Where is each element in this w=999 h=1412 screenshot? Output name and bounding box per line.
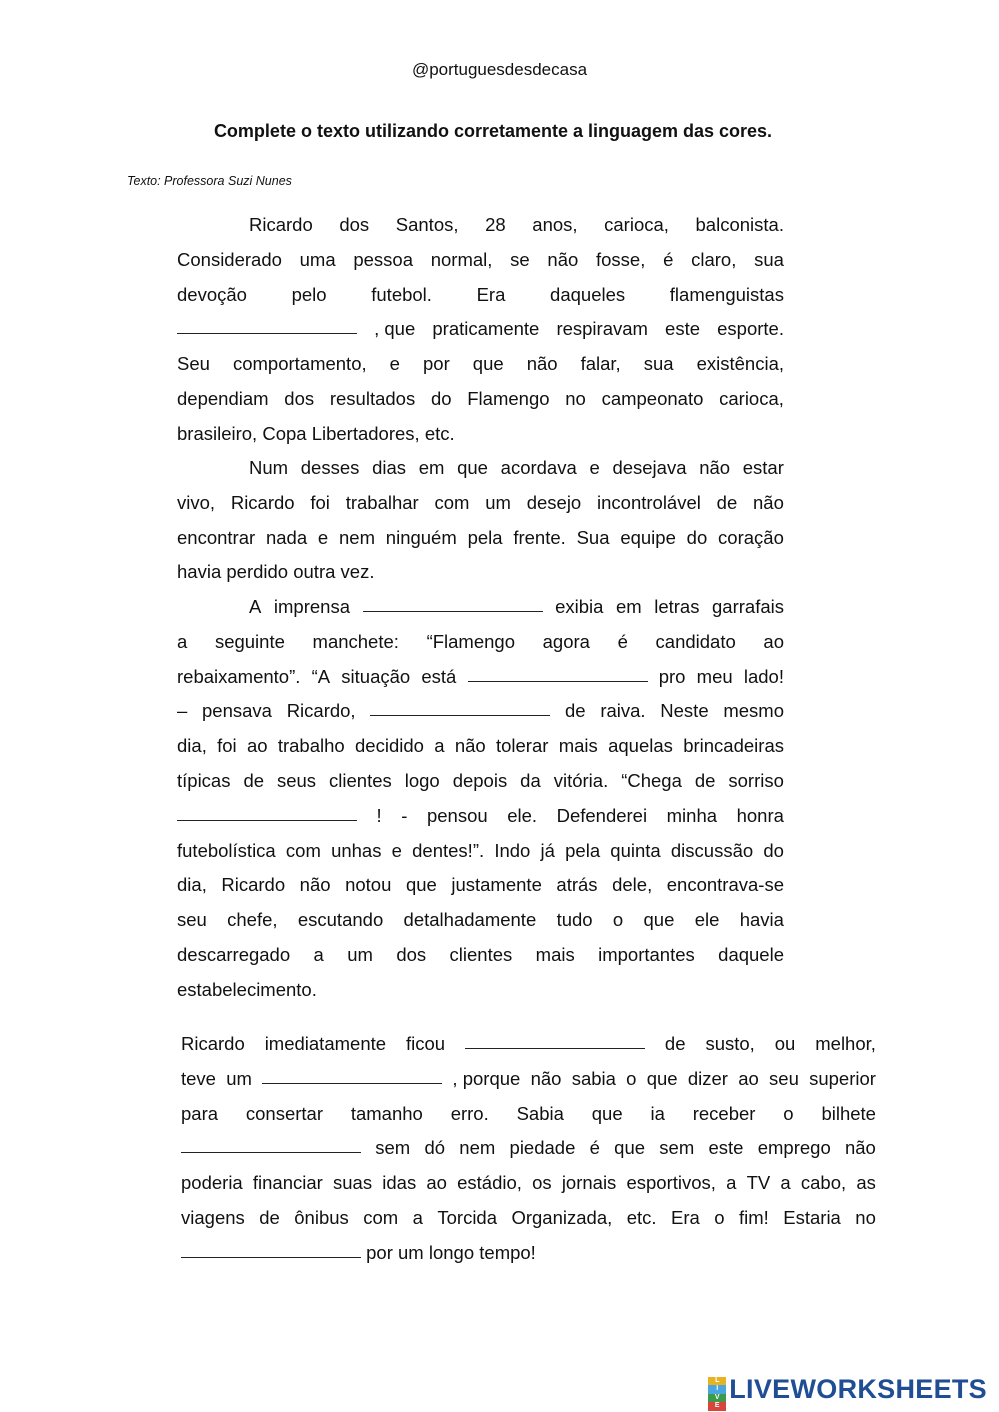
text-word: foi — [310, 491, 330, 513]
text-line — [177, 764, 784, 799]
text-word: em — [615, 596, 642, 617]
text-word: Ricardo — [221, 874, 286, 896]
text-word: da — [520, 769, 541, 791]
text-word: encontrava-se — [666, 874, 784, 896]
text-word: , que — [374, 318, 416, 340]
text-word: fim! — [739, 1206, 769, 1228]
text-word: ao — [738, 1067, 759, 1089]
text-line — [177, 486, 784, 521]
text-word: balconista. — [695, 214, 784, 235]
text-word: , porque — [452, 1067, 521, 1089]
text-word: está — [421, 665, 457, 687]
text-word: atrás — [556, 874, 598, 896]
text-word: nem — [459, 1137, 496, 1159]
text-word: detalhadamente — [403, 909, 537, 931]
text-word: logo — [404, 769, 440, 791]
text-word: Ricardo, — [286, 700, 356, 722]
text-word: imediatamente — [264, 1033, 387, 1054]
text-word: jornais — [561, 1172, 617, 1194]
text-word: susto, — [705, 1033, 755, 1054]
text-word: com — [434, 491, 470, 513]
text-word: Ricardo — [181, 1033, 245, 1054]
text-word: dia, — [177, 735, 207, 757]
text-word: dó — [424, 1137, 446, 1159]
text-word: as — [856, 1172, 876, 1194]
text-word: futebolística — [177, 839, 276, 861]
text-word: o — [783, 1102, 794, 1124]
text-word: pro — [658, 665, 686, 687]
text-word: desejava — [612, 457, 687, 478]
text-word: bilhete — [821, 1102, 876, 1124]
text-word: ficou — [405, 1033, 446, 1054]
text-word: desejo — [526, 491, 582, 513]
text-word: trabalhar — [345, 491, 419, 513]
text-line — [177, 729, 784, 764]
text-credit: Texto: Professora Suzi Nunes — [127, 174, 292, 188]
text-word: tamanho — [350, 1102, 423, 1124]
text-word: vivo, — [177, 491, 216, 513]
text-word: exibia — [555, 596, 604, 617]
text-word: de — [664, 1033, 686, 1054]
text-word: pelo — [291, 283, 327, 305]
text-word: – — [177, 700, 188, 722]
logo-letter: L — [708, 1377, 726, 1386]
text-word: que — [457, 457, 488, 478]
text-word: minha — [666, 804, 718, 826]
text-word: esporte. — [717, 318, 784, 340]
text-word: e — [391, 839, 402, 861]
text-line — [177, 451, 784, 486]
text-word: não — [547, 248, 579, 270]
text-word: rebaixamento”. — [177, 665, 301, 687]
text-word: tolerar — [495, 735, 549, 757]
text-word: Num — [249, 457, 289, 478]
text-word: notou — [345, 874, 392, 896]
text-word: flamenguistas — [669, 283, 784, 305]
text-word: garrafais — [712, 596, 784, 617]
text-word: unhas — [331, 839, 382, 861]
text-word: que — [643, 909, 675, 931]
text-word: quinta — [610, 839, 661, 861]
text-word: acordava — [500, 457, 577, 478]
text-word: de — [259, 1206, 280, 1228]
text-word: havia — [739, 909, 784, 931]
text-line — [181, 1166, 876, 1201]
text-word: um — [226, 1067, 252, 1089]
text-word: “A — [311, 665, 331, 687]
text-word: equipe — [620, 526, 676, 548]
text-word: resultados — [329, 387, 416, 409]
text-line — [177, 799, 784, 834]
text-word: dos — [284, 387, 315, 409]
text-word: sorriso — [728, 769, 784, 791]
logo-letter: E — [708, 1402, 726, 1411]
text-line — [177, 973, 784, 1008]
text-word: Flamengo — [467, 387, 550, 409]
text-word: respiravam — [556, 318, 648, 340]
text-word: Santos, — [395, 214, 459, 235]
text-word: de — [694, 769, 716, 791]
text-word: com — [363, 1206, 399, 1228]
text-word: pela — [565, 839, 601, 861]
text-word: estádio, — [457, 1172, 522, 1194]
text-word: um — [347, 943, 373, 965]
text-word: carioca, — [604, 214, 669, 235]
text-word: Torcida — [437, 1206, 498, 1228]
text-line — [181, 1236, 876, 1271]
text-word: clientes — [329, 769, 392, 791]
text-word: candidato — [655, 630, 736, 652]
paragraph-3 — [177, 590, 784, 1008]
text-word: Defenderei — [556, 804, 648, 826]
text-word: normal, — [430, 248, 493, 270]
logo-letter: I — [708, 1385, 726, 1394]
text-word: a — [313, 943, 324, 965]
text-word: a — [412, 1206, 423, 1228]
text-word: ao — [246, 735, 268, 757]
text-word: Era — [476, 283, 506, 305]
text-word: seu — [769, 1067, 799, 1089]
text-line — [177, 903, 784, 938]
text-word: que — [591, 1102, 623, 1124]
text-word: justamente — [451, 874, 542, 896]
text-word: brasileiro, Copa Libertadores, etc. — [177, 422, 455, 444]
text-word: 28 — [485, 214, 506, 235]
text-word: um — [485, 491, 511, 513]
paragraph-4 — [181, 1027, 876, 1271]
text-word: que — [646, 1067, 678, 1089]
text-word: ônibus — [294, 1206, 349, 1228]
answer-blank[interactable] — [262, 1062, 442, 1084]
text-word: este — [665, 318, 701, 340]
text-word: Considerado — [177, 248, 282, 270]
text-word: dele, — [612, 874, 653, 896]
text-word: ou — [774, 1033, 796, 1054]
text-word: o — [612, 909, 624, 931]
text-word: a — [780, 1172, 791, 1194]
text-word: este — [708, 1137, 744, 1159]
text-word: é — [589, 1137, 600, 1159]
text-word: poderia — [181, 1172, 243, 1194]
text-word: cabo, — [800, 1172, 847, 1194]
text-word: havia perdido outra vez. — [177, 561, 375, 583]
text-word: dia, — [177, 874, 207, 896]
text-line — [177, 868, 784, 903]
text-word: é — [617, 630, 628, 652]
text-word: claro, — [691, 248, 737, 270]
logo-text: LIVEWORKSHEETS — [729, 1374, 987, 1404]
text-word: no — [565, 387, 586, 409]
text-word: letras — [654, 596, 700, 617]
text-word: emprego — [757, 1137, 831, 1159]
text-word: sem — [659, 1137, 695, 1159]
text-word: ia — [650, 1102, 665, 1124]
text-word: viagens — [181, 1206, 245, 1228]
text-word: no — [855, 1206, 876, 1228]
text-word: praticamente — [432, 318, 540, 340]
liveworksheets-logo[interactable] — [708, 1374, 987, 1410]
text-word: - — [401, 804, 408, 826]
text-line — [177, 208, 784, 243]
text-word: imprensa — [273, 596, 350, 617]
text-word: mesmo — [723, 700, 784, 722]
text-word: esportivos, — [626, 1172, 716, 1194]
text-word: teve — [181, 1067, 216, 1089]
paragraph-2 — [177, 451, 784, 590]
text-line — [177, 243, 784, 278]
text-line — [181, 1027, 876, 1062]
text-word: agora — [542, 630, 590, 652]
text-word: o — [626, 1067, 637, 1089]
text-word: chefe, — [227, 909, 278, 931]
text-word: sabia — [571, 1067, 616, 1089]
answer-blank[interactable] — [468, 660, 648, 682]
text-word: depois — [452, 769, 508, 791]
text-word: Sua — [576, 526, 610, 548]
text-word: não — [454, 735, 486, 757]
text-word: etc. — [626, 1206, 657, 1228]
text-line — [181, 1131, 876, 1166]
text-word: típicas — [177, 769, 231, 791]
text-word: seu — [177, 909, 207, 931]
text-word: sua — [754, 248, 784, 270]
text-word: de — [565, 700, 586, 722]
worksheet-title: Complete o texto utilizando corretamente a linguagem das cores. — [213, 121, 773, 141]
text-word: decidido — [355, 735, 424, 757]
text-word: pessoa — [353, 248, 413, 270]
text-word: não — [530, 1067, 562, 1089]
text-line — [181, 1201, 876, 1236]
text-word: campeonato — [601, 387, 704, 409]
text-word: que — [472, 353, 504, 375]
text-word: vitória. — [553, 769, 609, 791]
text-word: com — [285, 839, 321, 861]
text-word: ele. — [507, 804, 538, 826]
text-word: o — [714, 1206, 725, 1228]
text-word: não — [299, 874, 331, 896]
text-word: não — [753, 491, 784, 513]
text-word: seguinte — [214, 630, 285, 652]
text-word: seus — [276, 769, 317, 791]
answer-blank[interactable] — [177, 312, 357, 334]
text-line — [177, 694, 784, 729]
text-word: do — [763, 839, 784, 861]
text-word: Era — [671, 1206, 700, 1228]
text-word: brincadeiras — [683, 735, 784, 757]
text-word: clientes — [449, 943, 513, 965]
text-line — [177, 312, 784, 347]
text-word: raiva. — [600, 700, 646, 722]
text-word: ele — [694, 909, 720, 931]
text-word: em — [418, 457, 445, 478]
text-word: do — [430, 387, 452, 409]
text-word: a — [177, 630, 188, 652]
text-word: anos, — [532, 214, 578, 235]
text-word: nem — [339, 526, 375, 548]
text-word: superior — [809, 1067, 876, 1089]
text-word: dias — [372, 457, 407, 478]
answer-blank[interactable] — [370, 694, 550, 716]
text-word: e — [317, 526, 329, 548]
text-word: ao — [426, 1172, 447, 1194]
text-line — [177, 278, 784, 313]
text-word: Seu — [177, 353, 210, 375]
text-word: receber — [692, 1102, 756, 1124]
answer-blank[interactable] — [181, 1236, 361, 1258]
text-word: erro. — [450, 1102, 489, 1124]
text-word: não — [699, 457, 731, 478]
text-line — [177, 382, 784, 417]
text-word: Estaria — [783, 1206, 841, 1228]
text-word: incontrolável — [597, 491, 701, 513]
text-word: dos — [396, 943, 427, 965]
paragraph-1 — [177, 208, 784, 452]
text-word: ao — [763, 630, 784, 652]
text-word: para — [181, 1102, 219, 1124]
text-word: se — [510, 248, 530, 270]
text-word: é — [663, 248, 674, 270]
text-word: Ricardo — [230, 491, 295, 513]
text-word: não — [844, 1137, 876, 1159]
text-word: lado! — [743, 665, 784, 687]
text-line — [177, 555, 784, 590]
text-word: descarregado — [177, 943, 291, 965]
text-word: manchete: — [312, 630, 399, 652]
text-line — [177, 417, 784, 452]
text-line — [181, 1097, 876, 1132]
text-word: desses — [300, 457, 360, 478]
text-word: de — [716, 491, 738, 513]
text-word: que — [405, 874, 437, 896]
text-word: Indo — [494, 839, 531, 861]
logo-mark-icon — [708, 1376, 726, 1410]
text-word: dos — [339, 214, 370, 235]
text-word: dizer — [687, 1067, 728, 1089]
text-word: sua — [643, 353, 674, 375]
logo-letter: V — [708, 1394, 726, 1403]
text-word: comportamento, — [232, 353, 367, 375]
text-word: encontrar — [177, 526, 256, 548]
text-word: meu — [696, 665, 733, 687]
text-word: escutando — [297, 909, 384, 931]
text-word: nada — [265, 526, 308, 548]
text-word: carioca, — [719, 387, 784, 409]
text-line — [177, 625, 784, 660]
text-word: fosse, — [596, 248, 646, 270]
text-line — [177, 347, 784, 382]
text-word: sem — [375, 1137, 411, 1159]
text-word: TV — [746, 1172, 771, 1194]
text-word: suas — [333, 1172, 373, 1194]
text-word: Sabia — [516, 1102, 564, 1124]
text-word: já — [540, 839, 555, 861]
text-word: do — [686, 526, 708, 548]
text-word: existência, — [696, 353, 784, 375]
text-word: futebol. — [371, 283, 432, 305]
text-line — [177, 938, 784, 973]
text-word: financiar — [252, 1172, 323, 1194]
author-handle: @portuguesdesdecasa — [411, 60, 588, 79]
text-word: daquele — [718, 943, 784, 965]
text-line — [177, 590, 784, 625]
text-word: que — [614, 1137, 646, 1159]
text-word: Ricardo — [249, 214, 313, 235]
text-word: piedade — [509, 1137, 576, 1159]
text-word: por um longo tempo! — [366, 1241, 536, 1263]
text-word: trabalho — [277, 735, 345, 757]
text-word: de — [243, 769, 265, 791]
text-word: idas — [382, 1172, 417, 1194]
text-word: situação — [341, 665, 411, 687]
text-word: estar — [742, 457, 784, 478]
text-line — [177, 660, 784, 695]
text-word: melhor, — [815, 1033, 876, 1054]
text-line — [177, 521, 784, 556]
text-word: ! — [376, 804, 382, 826]
text-word: coração — [718, 526, 784, 548]
text-word: pensava — [202, 700, 272, 722]
text-line — [181, 1062, 876, 1097]
text-word: a — [434, 735, 445, 757]
text-word: mais — [558, 735, 598, 757]
text-word: A — [249, 596, 262, 617]
text-word: daqueles — [550, 283, 626, 305]
answer-blank[interactable] — [177, 799, 357, 821]
text-word: devoção — [177, 283, 247, 305]
text-word: aquelas — [608, 735, 673, 757]
text-word: honra — [736, 804, 784, 826]
text-word: frente. — [513, 526, 566, 548]
text-word: dependiam — [177, 387, 269, 409]
text-word: uma — [299, 248, 336, 270]
text-word: discussão — [670, 839, 754, 861]
answer-blank[interactable] — [363, 590, 543, 612]
text-word: não — [526, 353, 558, 375]
text-word: “Chega — [621, 769, 682, 791]
text-word: Organizada, — [511, 1206, 613, 1228]
text-word: a — [726, 1172, 737, 1194]
text-word: os — [532, 1172, 552, 1194]
answer-blank[interactable] — [181, 1131, 361, 1153]
text-word: consertar — [245, 1102, 323, 1124]
text-line — [177, 834, 784, 869]
text-word: ninguém — [385, 526, 457, 548]
text-word: foi — [217, 735, 237, 757]
text-word: Neste — [660, 700, 709, 722]
text-word: falar, — [580, 353, 621, 375]
text-word: e — [389, 353, 400, 375]
text-word: mais — [535, 943, 575, 965]
text-word: por — [423, 353, 450, 375]
text-word: dentes!”. — [412, 839, 485, 861]
text-word: tudo — [556, 909, 593, 931]
text-word: estabelecimento. — [177, 978, 317, 1000]
text-word: e — [589, 457, 600, 478]
text-word: pela — [467, 526, 503, 548]
text-word: importantes — [598, 943, 695, 965]
text-word: pensou — [426, 804, 488, 826]
text-word: “Flamengo — [426, 630, 515, 652]
answer-blank[interactable] — [465, 1027, 645, 1049]
